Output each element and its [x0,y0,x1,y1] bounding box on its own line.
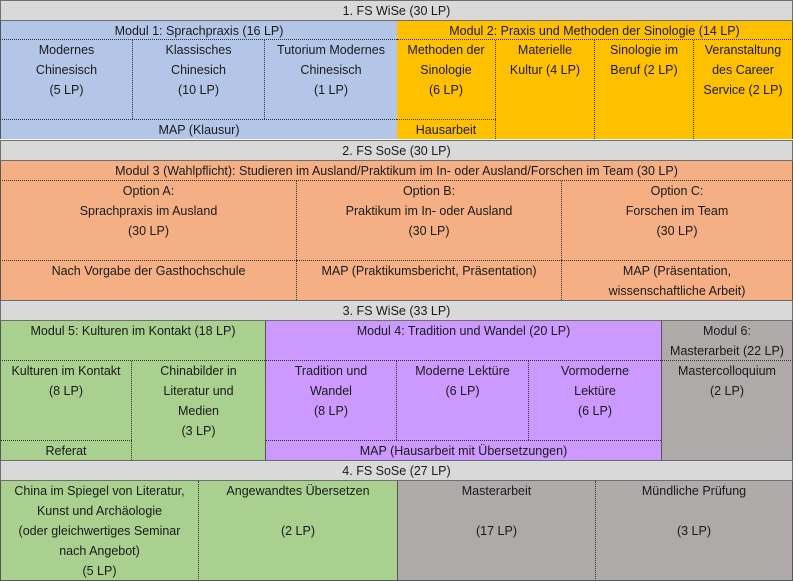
modul-1-title: Modul 1: Sprachpraxis (16 LP) [0,21,397,40]
modul-4-title: Modul 4: Tradition und Wandel (20 LP) [265,321,661,361]
course-vormoderne-lektuere: Vormoderne Lektüre (6 LP) [529,361,661,440]
semester-2-header: 2. FS SoSe (30 LP) [0,140,793,161]
modul-4-exam: MAP (Hausarbeit mit Übersetzungen) [265,440,661,460]
option-c: Option C: Forschen im Team (30 LP) [562,181,793,260]
modul-2-title: Modul 2: Praxis und Methoden der Sinologie (14 LP) [397,21,793,40]
modul-6-title: Modul 6: Masterarbeit (22 LP) [661,321,793,361]
course-methoden-der-sinologie: Methoden der Sinologie (6 LP) [397,40,496,119]
modul-3-title: Modul 3 (Wahlpflicht): Studieren im Ausland/Praktikum im In- oder Ausland/Forschen im Team (30 LP) [0,161,793,181]
course-career-service: Veranstaltung des Career Service (2 LP) [694,40,793,139]
course-modernes-chinesisch: Modernes Chinesisch (5 LP) [0,40,133,119]
course-muendliche-pruefung: Mündliche Prüfung (3 LP) [595,481,793,581]
modul-2-exam: Hausarbeit [397,119,496,139]
modul-5-exam: Referat [0,440,132,460]
option-b: Option B: Praktikum im In- oder Ausland (30 LP) [297,181,562,260]
course-chinabilder: Chinabilder in Literatur und Medien (3 LP) [132,361,265,460]
semester-1-header: 1. FS WiSe (30 LP) [0,0,793,21]
option-a: Option A: Sprachpraxis im Ausland (30 LP) [0,181,297,260]
option-a-exam: Nach Vorgabe der Gasthochschule [0,260,297,300]
option-b-exam: MAP (Praktikumsbericht, Präsentation) [297,260,562,300]
course-masterarbeit: Masterarbeit (17 LP) [397,481,595,581]
course-mastercolloquium: Mastercolloquium (2 LP) [661,361,793,460]
course-tradition-und-wandel: Tradition und Wandel (8 LP) [265,361,397,440]
course-kulturen-im-kontakt: Kulturen im Kontakt (8 LP) [0,361,132,440]
modul-1-exam: MAP (Klausur) [0,119,397,139]
semester-4-header: 4. FS SoSe (27 LP) [0,460,793,481]
course-materielle-kultur: Materielle Kultur (4 LP) [496,40,595,139]
course-sinologie-im-beruf: Sinologie im Beruf (2 LP) [595,40,694,139]
course-china-im-spiegel: China im Spiegel von Literatur, Kunst und Archäologie (oder gleichwertiges Seminar nach Angebot) (5 LP) [0,481,198,581]
semester-3-header: 3. FS WiSe (33 LP) [0,300,793,321]
option-c-exam: MAP (Präsentation, wissenschaftliche Arbeit) [562,260,793,300]
course-klassisches-chinesisch: Klassisches Chinesich (10 LP) [133,40,265,119]
modul-5-title: Modul 5: Kulturen im Kontakt (18 LP) [0,321,265,361]
course-angewandtes-uebersetzen: Angewandtes Übersetzen (2 LP) [198,481,397,581]
course-moderne-lektuere: Moderne Lektüre (6 LP) [397,361,529,440]
course-tutorium-modernes-chinesisch: Tutorium Modernes Chinesisch (1 LP) [265,40,397,119]
